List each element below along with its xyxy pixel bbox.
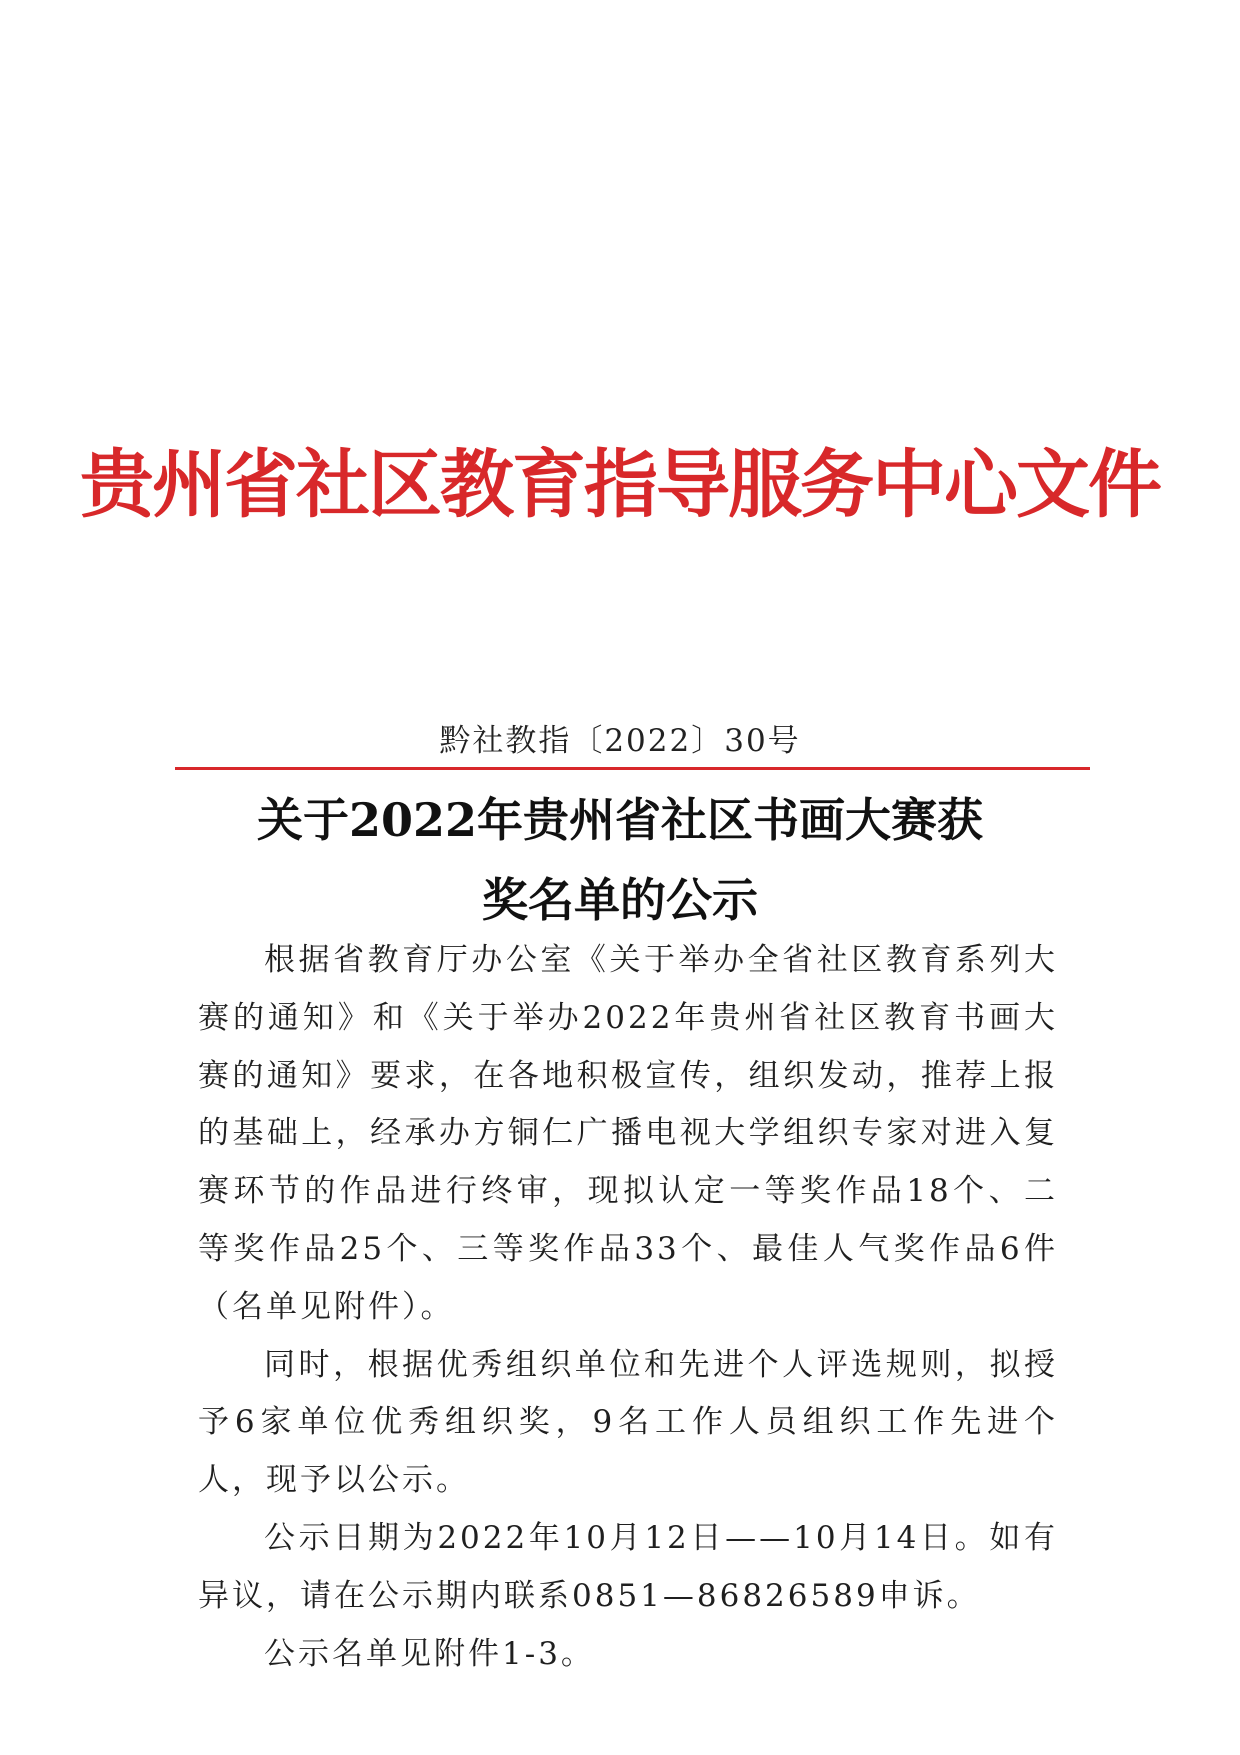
issuing-authority-title: 贵州省社区教育指导服务中心文件 — [80, 442, 1160, 528]
body-paragraph: 公示日期为2022年10月12日——10月14日。如有异议，请在公示期内联系0851—86826589申诉。 — [198, 1519, 1058, 1614]
document-body — [198, 932, 1058, 1683]
document-title-line-2: 奖名单的公示 — [482, 873, 758, 927]
document-title — [150, 780, 1090, 940]
body-paragraph: 同时，根据优秀组织单位和先进个人评选规则，拟授予6家单位优秀组织奖，9名工作人员组织工作先进个人，现予以公示。 — [198, 1346, 1058, 1499]
document-number: 黔社教指〔2022〕30号 — [439, 723, 801, 759]
red-divider-line — [175, 767, 1090, 770]
body-paragraph: 公示名单见附件1-3。 — [264, 1635, 595, 1672]
document-title-line-1: 关于2022年贵州省社区书画大赛获 — [256, 793, 984, 847]
body-paragraph: 根据省教育厅办公室《关于举办全省社区教育系列大赛的通知》和《关于举办2022年贵州省社区教育书画大赛的通知》要求，在各地积极宣传，组织发动，推荐上报的基础上，经承办方铜仁广播电视大学组织专家对进入复赛环节的作品进行终审，现拟认定一等奖作品18个、二等奖作品25个、三等奖作品33个、最佳人气奖作品6件（名单见附件）。 — [198, 942, 1058, 1325]
